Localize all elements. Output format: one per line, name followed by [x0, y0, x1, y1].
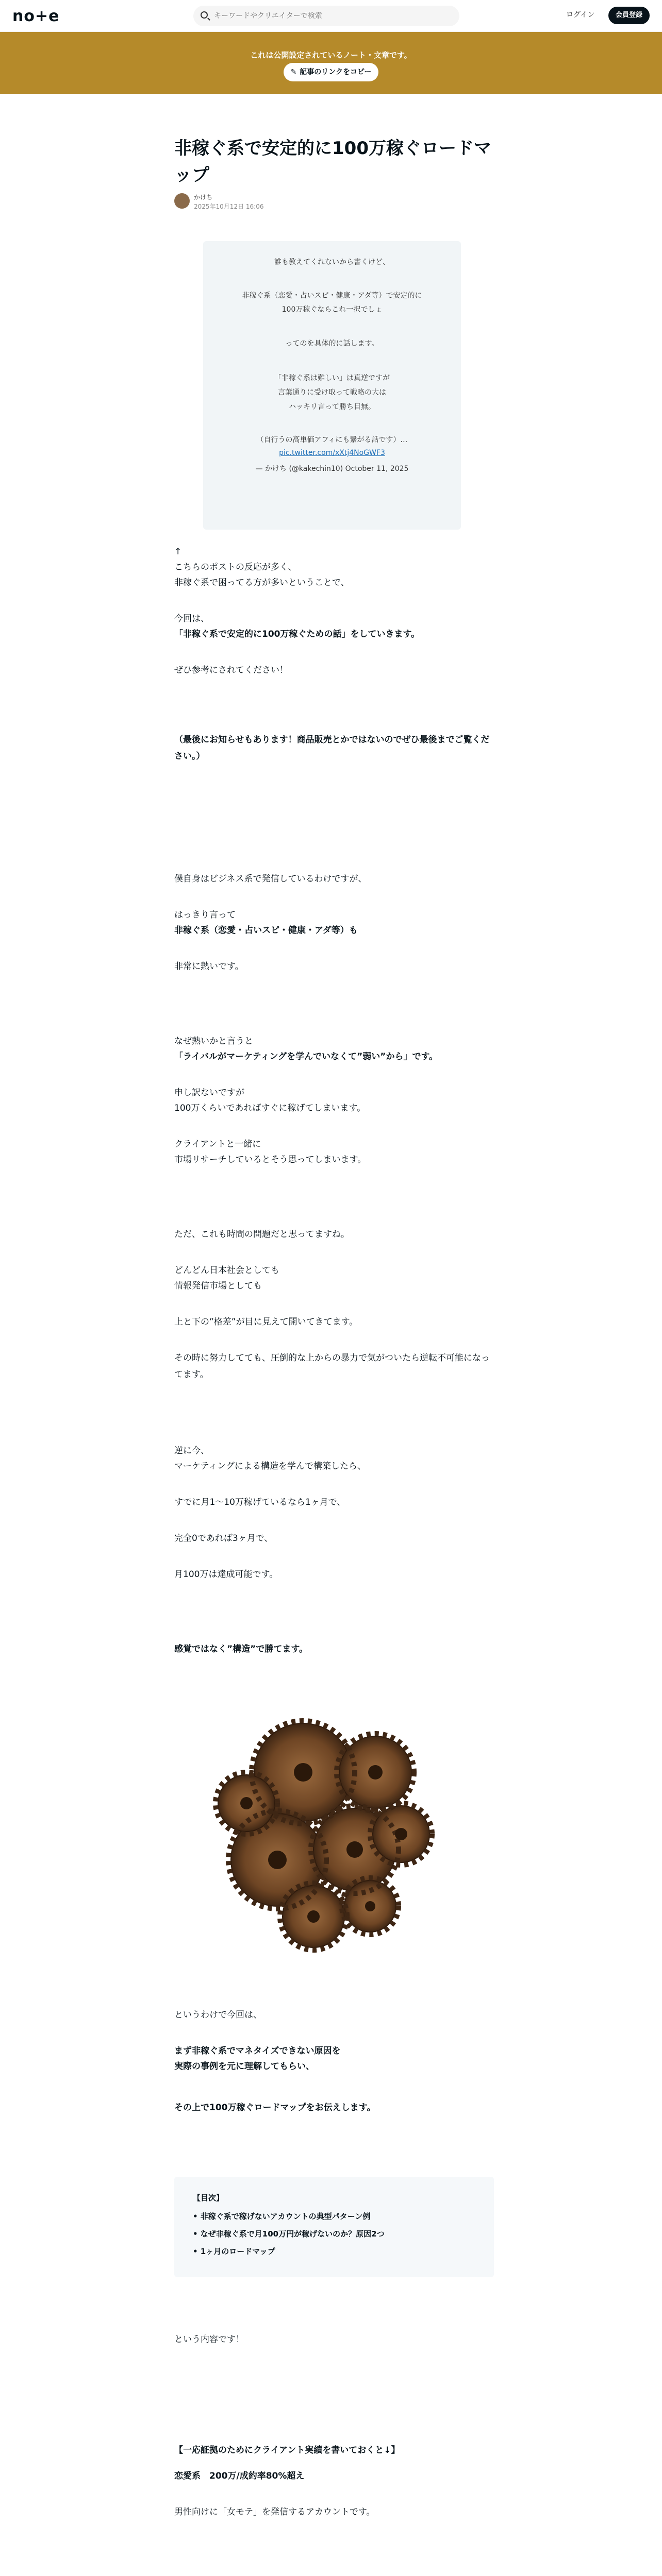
tweet-line: ってのを具体的に話します。: [285, 340, 379, 348]
copy-link-label: 記事のリンクをコピー: [300, 68, 372, 76]
paragraph: はっきり言って: [174, 910, 236, 920]
article-title: 非稼ぐ系で安定的に100万稼ぐロードマップ: [174, 138, 491, 185]
paragraph: 男性向けに「女モテ」を発信するアカウントです。: [174, 2507, 375, 2517]
paragraph: 非常に熱いです。: [174, 961, 244, 972]
author-avatar[interactable]: [174, 193, 190, 209]
paragraph: 完全0であれば3ヶ月で、: [174, 1533, 273, 1544]
toc-item[interactable]: • 非稼ぐ系で稼げないアカウントの典型パターン例: [193, 2212, 371, 2221]
section-heading: 感覚ではなく”構造”で勝てます。: [174, 1644, 308, 1654]
publish-date: 2025年10月12日 16:06: [194, 203, 264, 210]
top-navigation-bar: [0, 0, 662, 32]
paragraph: 100万くらいであればすぐに稼げてしまいます。: [174, 1103, 366, 1113]
paragraph: 月100万は達成可能です。: [174, 1569, 278, 1580]
copy-link-button[interactable]: [284, 63, 378, 81]
notice-banner: [0, 32, 662, 94]
login-link[interactable]: ログイン: [566, 11, 595, 19]
author-name[interactable]: かけち: [194, 194, 213, 201]
tweet-line: 「非稼ぐ系は難しい」は真逆ですが: [274, 374, 390, 382]
toc-title: 【目次】: [193, 2193, 224, 2202]
search-box[interactable]: [193, 6, 459, 26]
tweet-line: 非稼ぐ系（恋愛・占いスピ・健康・アダ等）で安定的に: [242, 292, 422, 300]
signup-button[interactable]: 会員登録: [608, 7, 650, 24]
notice-text: （最後にお知らせもあります！商品販売とかではないのでぜひ最後までご覧ください。）: [174, 735, 490, 761]
paragraph: ただ、これも時間の問題だと思ってますね。: [174, 1229, 350, 1240]
proof-subheading: 恋愛系 200万/成約率80%超え: [174, 2471, 305, 2481]
paragraph: ↑: [174, 547, 182, 557]
paragraph-bold: まず非稼ぐ系でマネタイズできない原因を: [174, 2046, 341, 2056]
gears-illustration: [174, 1695, 494, 1955]
table-of-contents: [174, 2177, 494, 2277]
paragraph: 非稼ぐ系で困ってる方が多いということで、: [174, 578, 350, 588]
paragraph: すでに月1〜10万稼げているなら1ヶ月で、: [174, 1497, 346, 1507]
paragraph: なぜ熱いかと言うと: [174, 1036, 253, 1046]
tweet-line: ハッキリ言って勝ち目無。: [289, 403, 375, 411]
paragraph: こちらのポストの反応が多く、: [174, 562, 297, 572]
paragraph-bold: 「非稼ぐ系で安定的に100万稼ぐための話」をしていきます。: [174, 629, 420, 639]
paragraph: 今回は、: [174, 614, 209, 624]
paragraph-bold: その上で100万稼ぐロードマップをお伝えします。: [174, 2103, 376, 2113]
paragraph: という内容です！: [174, 2334, 244, 2345]
paragraph: というわけで今回は、: [174, 2010, 262, 2020]
paragraph: 申し訳ないですが: [174, 1088, 244, 1098]
gears-image: [174, 1695, 494, 1955]
paragraph: マーケティングによる構造を学んで構築したら、: [174, 1461, 366, 1471]
paragraph-bold: 実際の事例を元に理解してもらい、: [174, 2061, 315, 2072]
paragraph-bold: 非稼ぐ系（恋愛・占いスピ・健康・アダ等）も: [174, 925, 358, 936]
search-icon: [201, 11, 208, 19]
paragraph: クライアントと一緒に: [174, 1139, 261, 1149]
paragraph: ぜひ参考にされてください！: [174, 665, 288, 675]
toc-item[interactable]: • 1ヶ月のロードマップ: [193, 2247, 275, 2256]
paragraph: その時に努力してても、圧倒的な上からの暴力で気がついたら逆転不可能になってます。: [174, 1353, 490, 1380]
toc-item[interactable]: • なぜ非稼ぐ系で月100万円が稼げないのか？原因2つ: [193, 2229, 385, 2239]
paragraph: どんどん日本社会としても: [174, 1265, 279, 1276]
tweet-line: （自行うの高単価アフィにも繋がる話です）…: [256, 436, 408, 444]
banner-text: これは公開設定されているノート・文章です。: [250, 50, 412, 60]
paragraph-bold: 「ライバルがマーケティングを学んでいなくて”弱い”から」です。: [174, 1052, 438, 1062]
tweet-line: 誰も教えてくれないから書くけど、: [274, 258, 390, 266]
paragraph: 逆に今、: [174, 1446, 209, 1456]
paragraph: 情報発信市場としても: [174, 1281, 262, 1291]
search-input[interactable]: [214, 10, 451, 22]
proof-heading: 【一応証拠のためにクライアント実績を書いておくと↓】: [174, 2445, 400, 2455]
paragraph: 市場リサーチしているとそう思ってしまいます。: [174, 1155, 367, 1165]
tweet-attribution[interactable]: — かけち (@kakechin10) October 11, 2025: [255, 465, 409, 473]
pencil-icon: ✎: [290, 68, 297, 76]
note-logo[interactable]: no+e: [12, 7, 60, 25]
tweet-line: 100万稼ぐならこれ一択でしょ: [282, 306, 383, 314]
paragraph: 僕自身はビジネス系で発信しているわけですが、: [174, 874, 367, 884]
tweet-line: 言葉通りに受け取って戦略の大は: [278, 388, 386, 397]
tweet-pic-link[interactable]: pic.twitter.com/xXtj4NoGWF3: [279, 449, 385, 457]
paragraph: 上と下の”格差”が目に見えて開いてきてます。: [174, 1317, 358, 1327]
embedded-tweet[interactable]: [203, 241, 461, 530]
